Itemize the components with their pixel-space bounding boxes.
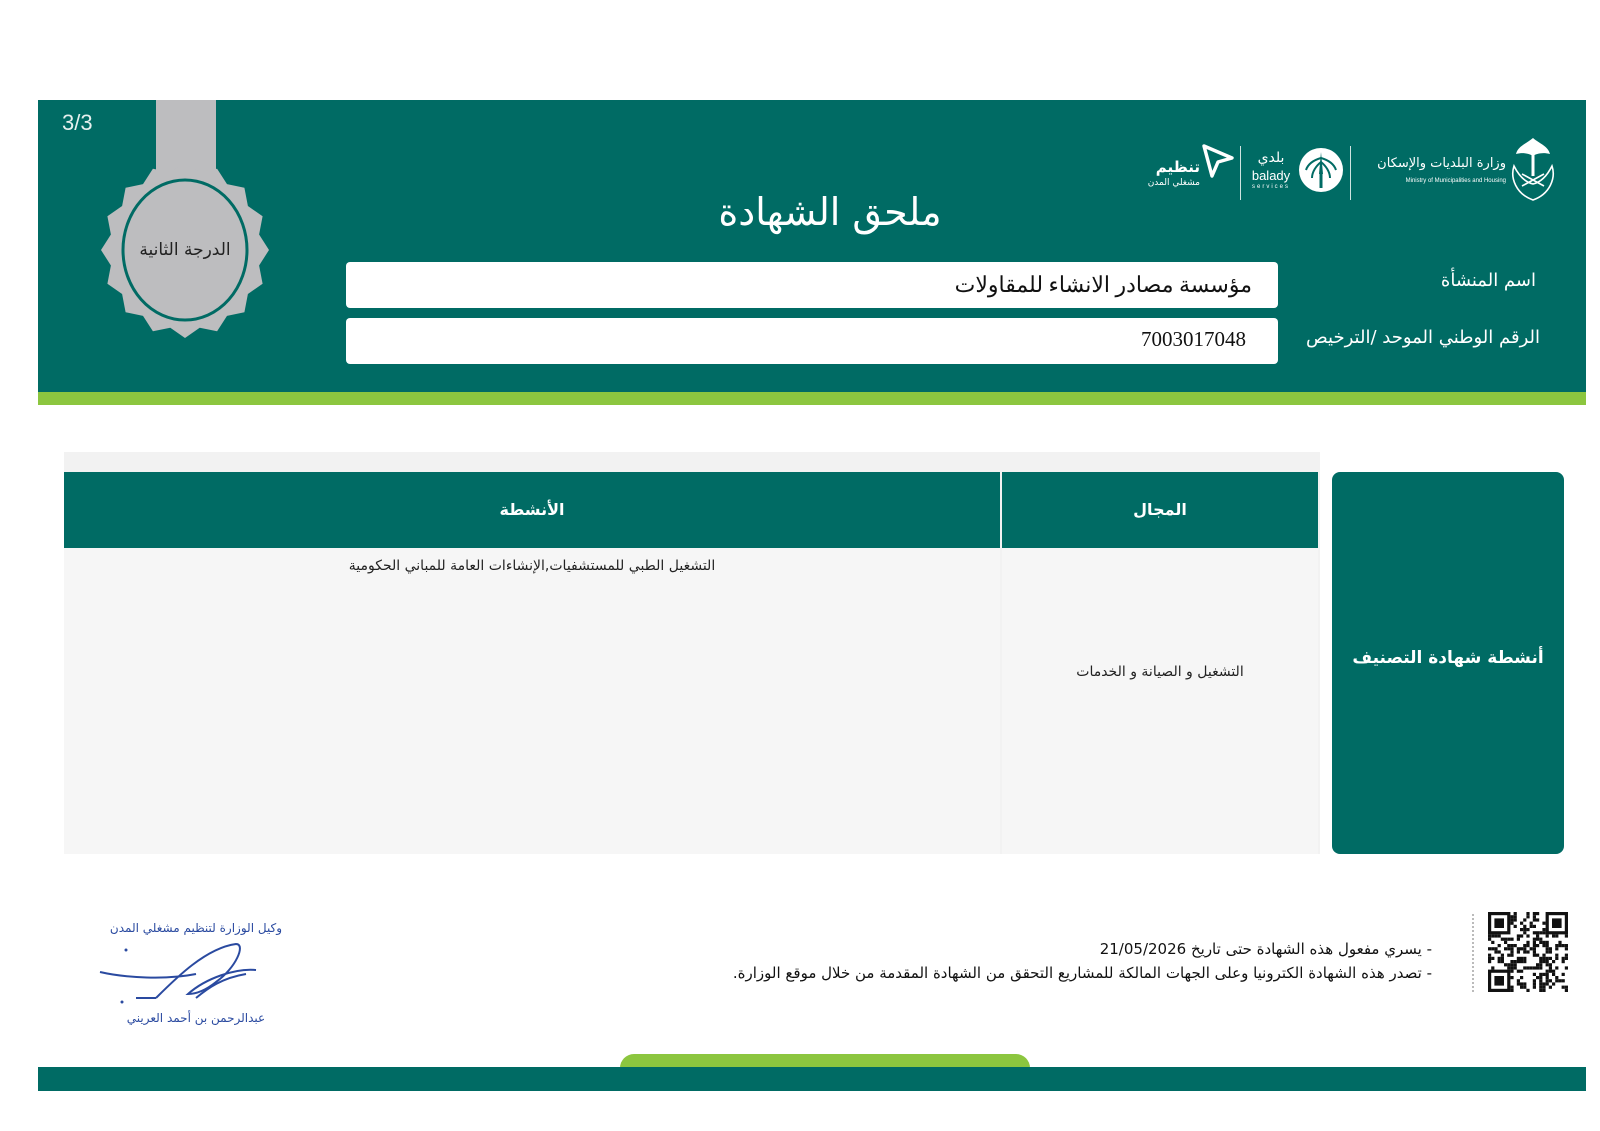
certificate-notes	[700, 940, 1432, 988]
footer-accent	[620, 1054, 1030, 1068]
palm-emblem-icon	[1298, 144, 1344, 196]
footer-band	[38, 1067, 1586, 1091]
page-title: ملحق الشهادة	[718, 190, 942, 234]
grade-seal-icon	[100, 160, 270, 340]
ministry-logo-text: وزارة البلديات والإسكان	[1377, 156, 1506, 171]
page-number: 3/3	[62, 110, 93, 135]
tanzeem-logo-text: تنظيم	[1155, 158, 1200, 176]
establishment-name-label: اسم المنشأة	[1440, 270, 1536, 291]
verification-note: - تصدر هذه الشهادة الكترونيا وعلى الجهات المالكة للمشاريع التحقق من الشهادة المقدمة من خلال موقع الوزارة.	[732, 964, 1432, 982]
qr-code-icon	[1488, 912, 1568, 992]
field-cell	[1002, 548, 1318, 854]
ministry-logo-english: Ministry of Municipalities and Housing	[1405, 178, 1506, 184]
field-column-header: المجال	[1002, 472, 1318, 548]
national-number-field: 7003017048	[346, 318, 1278, 364]
tanzeem-arrow-icon	[1198, 140, 1238, 180]
classification-activities-title: أنشطة شهادة التصنيف	[1352, 648, 1544, 668]
ministry-emblem-icon	[1506, 134, 1560, 204]
validity-note: - يسري مفعول هذه الشهادة حتى تاريخ 21/05/2026	[1099, 940, 1432, 958]
header-logos	[1147, 134, 1560, 214]
balady-logo-subtitle: services	[1251, 184, 1290, 190]
signatory-name: عبدالرحمن بن أحمد العريني	[126, 1011, 266, 1025]
balady-logo-arabic: بلدي	[1257, 150, 1285, 166]
qr-divider	[1472, 914, 1474, 992]
field-value: التشغيل و الصيانة و الخدمات	[1076, 664, 1244, 680]
activities-value: التشغيل الطبي للمستشفيات,الإنشاءات العامة للمباني الحكومية	[348, 558, 716, 574]
national-number-label: الرقم الوطني الموحد /الترخيص	[1306, 327, 1540, 348]
signatory-title: وكيل الوزارة لتنظيم مشغلي المدن	[109, 921, 283, 935]
tanzeem-logo-subtitle: مشغلي المدن	[1147, 178, 1200, 188]
signature-image	[96, 938, 266, 1008]
grade-seal-label: الدرجة الثانية	[139, 240, 231, 260]
activities-column-header: الأنشطة	[64, 472, 1000, 548]
activities-cell	[64, 548, 1000, 854]
balady-logo-english: balady	[1251, 168, 1291, 183]
logo-divider	[1240, 146, 1241, 200]
establishment-name-field: مؤسسة مصادر الانشاء للمقاولات	[346, 262, 1278, 308]
logo-divider	[1350, 146, 1351, 200]
header-accent-stripe	[38, 392, 1586, 405]
